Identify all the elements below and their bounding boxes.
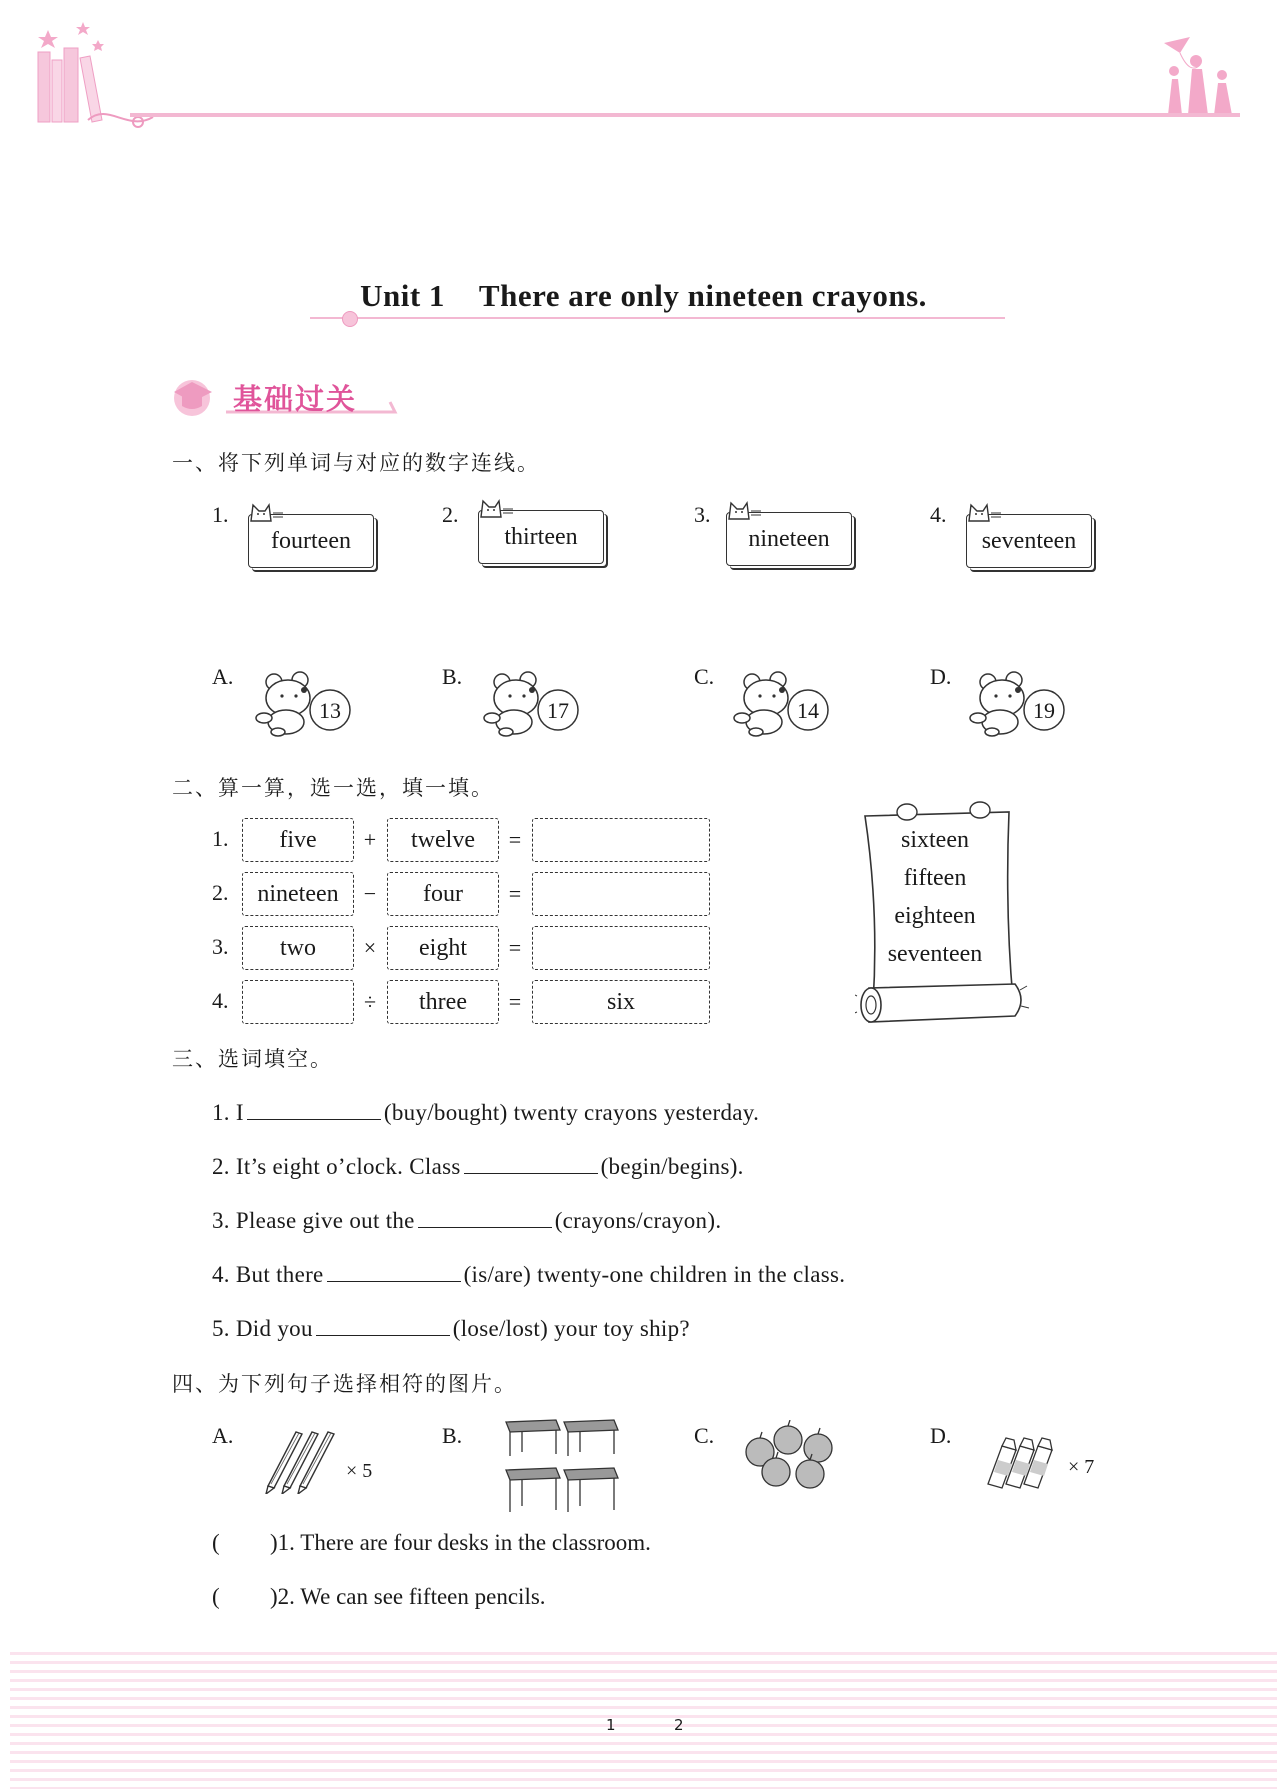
- unit-title-text: There are only nineteen crayons.: [478, 278, 927, 313]
- calc-equals: =: [508, 989, 522, 1014]
- title-underline: [310, 317, 1005, 319]
- children-kite-decoration-icon: [1160, 35, 1240, 117]
- cat-icon: [725, 499, 765, 521]
- bear-icon: [966, 668, 1076, 738]
- q1-word-num-3: 3.: [694, 502, 711, 527]
- q1-option-letter-c: C.: [694, 664, 715, 689]
- calc-operand-b: three: [387, 980, 499, 1024]
- calc-operator: ÷: [363, 989, 377, 1014]
- q1-option-letter-a: A.: [212, 664, 234, 689]
- bear-icon: [730, 668, 840, 738]
- calc-operand-a: five: [242, 818, 354, 862]
- q1-word-num-1: 1.: [212, 502, 229, 527]
- q2-row-num: 4.: [212, 988, 229, 1013]
- bear-icon: [252, 668, 362, 738]
- cat-icon: [965, 501, 1005, 523]
- page-number-right: 2: [674, 1716, 684, 1734]
- scroll-word: eighteen: [894, 903, 976, 929]
- item-number: )2.: [270, 1584, 295, 1609]
- item-number: )1.: [270, 1530, 295, 1555]
- word-card-4: [966, 514, 1092, 568]
- bear-icon: [480, 668, 590, 738]
- calc-answer-box[interactable]: [532, 926, 710, 970]
- q4-picture-letter-c: C.: [694, 1423, 715, 1448]
- calc-operand-b: eight: [387, 926, 499, 970]
- match-item-1: [212, 1530, 651, 1556]
- q2-row-num: 3.: [212, 934, 229, 959]
- cat-icon: [247, 501, 287, 523]
- calc-operand-b: twelve: [387, 818, 499, 862]
- sentence-pre: 3. Please give out the: [212, 1208, 415, 1233]
- fill-sentence-2: [212, 1151, 744, 1180]
- calc-answer-box[interactable]: [532, 872, 710, 916]
- desks-icon: [502, 1416, 620, 1516]
- calc-operand-b: four: [387, 872, 499, 916]
- sentence-post: (crayons/crayon).: [554, 1208, 722, 1233]
- item-text: We can see fifteen pencils.: [300, 1584, 546, 1609]
- scroll-word: seventeen: [887, 941, 983, 967]
- q2-row-num: 2.: [212, 880, 229, 905]
- q4-picture-letter-d: D.: [930, 1423, 952, 1448]
- answer-blank[interactable]: [316, 1313, 450, 1336]
- calc-answer-box[interactable]: [532, 818, 710, 862]
- page-title: [0, 278, 1287, 314]
- q4-picture-letter-b: B.: [442, 1423, 463, 1448]
- sentence-pre: 1. I: [212, 1100, 244, 1125]
- match-item-2: [212, 1584, 546, 1610]
- q1-word-num-2: 2.: [442, 502, 459, 527]
- calc-operand-a: nineteen: [242, 872, 354, 916]
- q1-option-letter-d: D.: [930, 664, 952, 689]
- answer-blank[interactable]: [247, 1097, 381, 1120]
- word-text: nineteen: [748, 525, 830, 552]
- unit-label: Unit 1: [360, 278, 445, 313]
- q4-picture-letter-a: A.: [212, 1423, 234, 1448]
- q1-heading: 一、将下列单词与对应的数字连线。: [172, 451, 540, 475]
- word-text: fourteen: [271, 527, 351, 554]
- sentence-post: (lose/lost) your toy ship?: [452, 1316, 690, 1341]
- apples-icon: [744, 1420, 842, 1490]
- item-text: There are four desks in the classroom.: [300, 1530, 651, 1555]
- sentence-post: (is/are) twenty-one children in the class.: [463, 1262, 846, 1287]
- q1-option-letter-b: B.: [442, 664, 463, 689]
- fill-sentence-3: [212, 1205, 721, 1234]
- sentence-pre: 4. But there: [212, 1262, 324, 1287]
- bear-number: 13: [319, 698, 341, 723]
- header-line: [130, 113, 1240, 117]
- answer-blank[interactable]: [327, 1259, 461, 1282]
- word-text: thirteen: [504, 523, 578, 550]
- q4-heading: 四、为下列句子选择相符的图片。: [172, 1372, 517, 1396]
- pencils-icon: [262, 1428, 342, 1494]
- word-card-3: [726, 512, 852, 566]
- title-dot: [342, 311, 358, 327]
- fill-sentence-4: [212, 1259, 845, 1288]
- sentence-post: (buy/bought) twenty crayons yesterday.: [383, 1100, 760, 1125]
- calc-operand-a: two: [242, 926, 354, 970]
- crayons-count: × 7: [1068, 1456, 1095, 1478]
- word-card-1: [248, 514, 374, 568]
- q3-heading: 三、选词填空。: [172, 1047, 333, 1071]
- calc-result-box: six: [532, 980, 710, 1024]
- answer-blank[interactable]: [464, 1151, 598, 1174]
- bear-number: 17: [547, 698, 569, 723]
- answer-blank[interactable]: [418, 1205, 552, 1228]
- fill-sentence-1: [212, 1097, 759, 1126]
- crayons-icon: [984, 1434, 1070, 1490]
- calc-equals: =: [508, 881, 522, 906]
- calc-operator: +: [363, 827, 377, 852]
- calc-equals: =: [508, 935, 522, 960]
- section-badge-label: 基础过关: [233, 382, 358, 416]
- answer-bracket[interactable]: (: [212, 1584, 220, 1609]
- q2-row-num: 1.: [212, 826, 229, 851]
- bear-number: 14: [797, 698, 819, 723]
- scroll-word: sixteen: [901, 827, 969, 853]
- bear-number: 19: [1033, 698, 1055, 723]
- word-text: seventeen: [981, 527, 1077, 554]
- calc-operator: ×: [363, 935, 377, 960]
- cat-icon: [477, 497, 517, 519]
- page-number-left: 1: [606, 1716, 616, 1734]
- answer-bracket[interactable]: (: [212, 1530, 220, 1555]
- scroll-word: fifteen: [903, 865, 967, 891]
- sentence-post: (begin/begins).: [600, 1154, 744, 1179]
- fill-sentence-5: [212, 1313, 690, 1342]
- word-card-2: [478, 510, 604, 564]
- sentence-pre: 2. It’s eight o’clock. Class: [212, 1154, 461, 1179]
- calc-equals: =: [508, 827, 522, 852]
- sentence-pre: 5. Did you: [212, 1316, 313, 1341]
- calc-operator: −: [363, 881, 377, 906]
- pencils-count: × 5: [346, 1460, 373, 1482]
- q2-heading: 二、算一算，选一选，填一填。: [172, 776, 494, 800]
- footer-band: [10, 1652, 1277, 1789]
- q1-word-num-4: 4.: [930, 502, 947, 527]
- calc-operand-a-blank[interactable]: [242, 980, 354, 1024]
